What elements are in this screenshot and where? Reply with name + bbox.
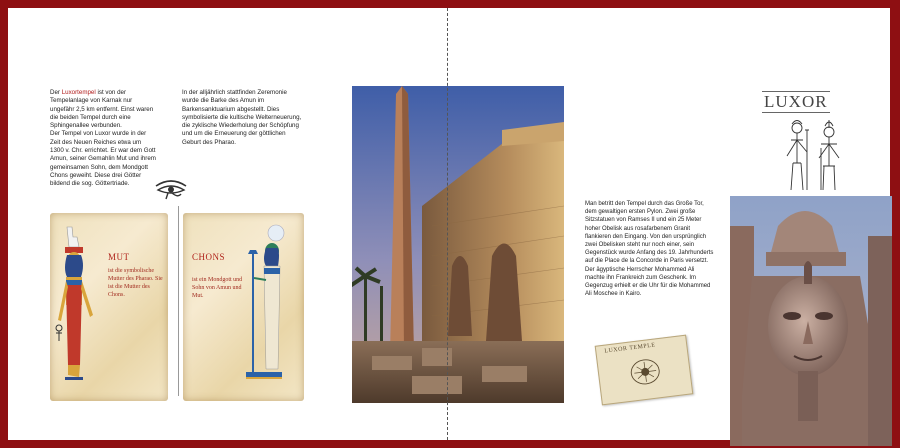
center-divider <box>178 206 179 396</box>
temple-entrance-text <box>585 200 715 298</box>
ramses-statue-photo <box>730 196 892 446</box>
luxor-temple-ticket <box>595 335 694 406</box>
temple-entrance-paragraph: Man betritt den Tempel durch das Große Tor, dem gewaltigen ersten Pylon. Zwei große Sitzstatuen von Ramses II und ein 25 Meter hoher Obelisk aus rosafarbenem Granit flankieren den Eingang. Von den ursprünglich zwei Obelisken steht nur noch einer, sein Gegenstück wurde Anfang des 19. Jahrhunderts auf die Place de la Concorde in Paris versetzt. Der ägyptische Herrscher Mohammed Ali machte ihn Frankreich zum Geschenk. Im Gegenzug erhielt er die Uhr für die Mohammed Ali Moschee in Kairo. <box>585 201 714 298</box>
mut-goddess-illustration <box>55 225 105 390</box>
mut-description: ist die symbolische Mutter des Pharao. Sie ist die Mutter des Chons. <box>108 268 163 298</box>
ceremony-paragraph: In der alljährlich stattfinden Zeremonie wurde die Barke des Amun im Barkensanktuarium abgestellt. Dies symbolisierte die kultische Welterneuerung, die zyklische Wiederholung der Schöpfung und um die Erneuerung der göttlichen Geburt des Pharao. <box>182 89 302 146</box>
luxor-temple-photo <box>352 86 564 403</box>
ticket-emblem-icon <box>623 352 667 393</box>
ceremony-text-column <box>182 89 302 147</box>
intro-paragraph <box>50 89 156 130</box>
egyptian-gods-sketch <box>783 118 849 194</box>
luxortempel-highlight: Luxortempel <box>61 89 96 96</box>
page-fold-line <box>447 8 448 440</box>
chons-god-illustration <box>240 224 290 389</box>
ticket-label: LUXOR TEMPLE <box>604 342 656 355</box>
mut-title: MUT <box>108 252 130 262</box>
intro-pre: Der <box>50 89 62 96</box>
luxor-heading: LUXOR <box>764 92 828 111</box>
chons-title: CHONS <box>192 252 226 262</box>
eye-of-horus-icon <box>154 178 188 200</box>
chons-description: ist ein Mondgott und Sohn von Amun und Mut. <box>192 277 243 299</box>
intro-post: ist von der Tempelanlage von Karnak nur ungefähr 2,5 km entfernt. Einst waren die beiden Tempel durch eine Sphingenallee verbunden. <box>50 89 154 130</box>
temple-paragraph: Der Tempel von Luxor wurde in der Zeit des Neuen Reiches etwa um 1300 v. Chr. errichtet. Er war dem Gott Amun, seiner Gemahlin Mut und ihrem gemeinsamen Sohn, dem Mondgott Chons geweiht. Diese drei Götter bildend die sog. Göttertriade. <box>50 130 156 188</box>
intro-text-column <box>50 89 156 189</box>
